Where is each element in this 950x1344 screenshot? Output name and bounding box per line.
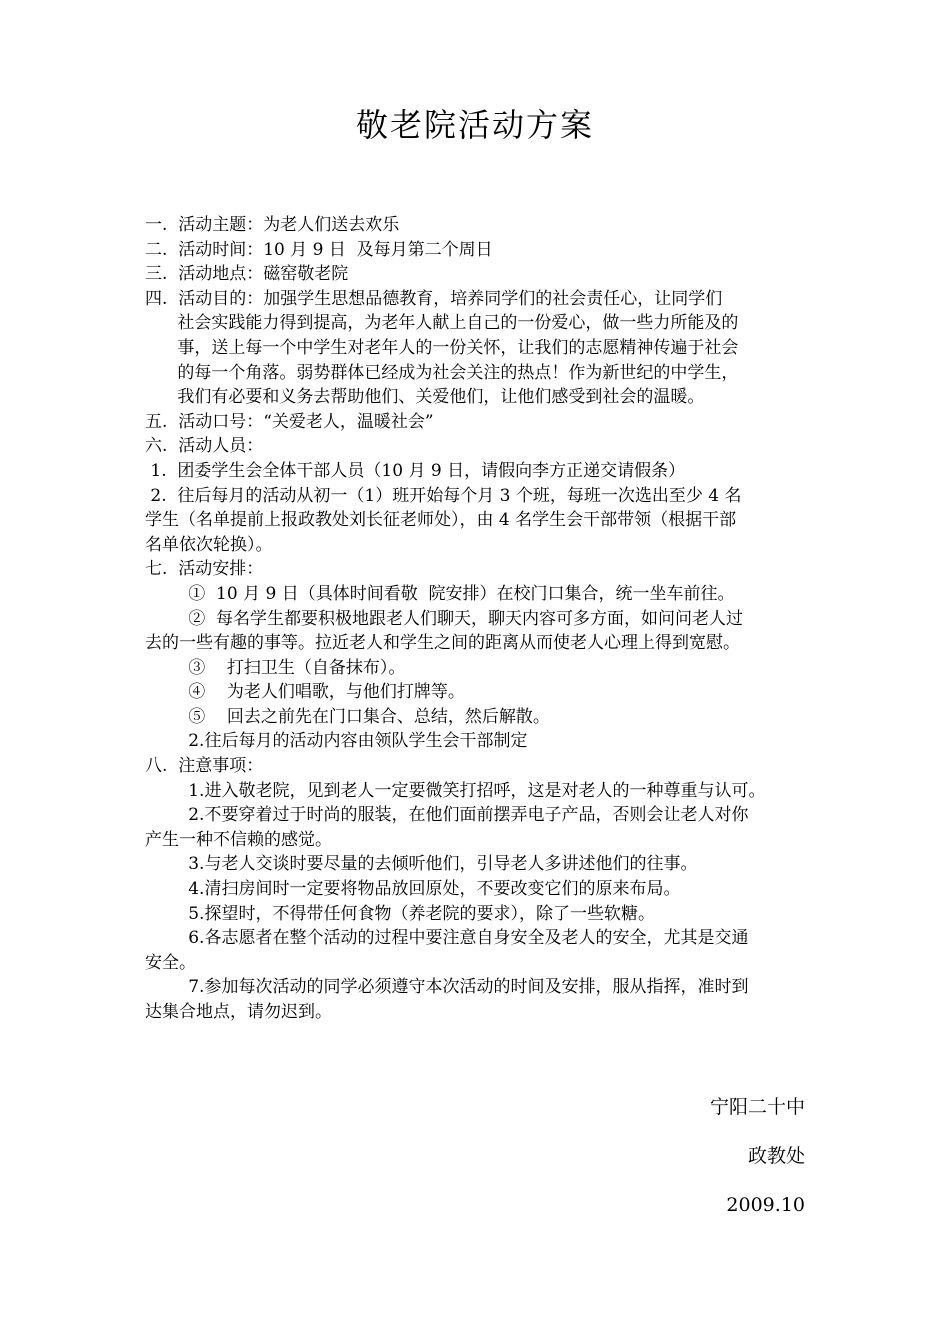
text-line: 四. 活动目的：加强学生思想品德教育，培养同学们的社会责任心，让同学们	[145, 288, 723, 309]
text-line: 产生一种不信赖的感觉。	[145, 829, 332, 850]
text-line: 去的一些有趣的事等。拉近老人和学生之间的距离从而使老人心理上得到宽慰。	[145, 633, 740, 654]
text-line: ④ 为老人们唱歌，与他们打牌等。	[145, 682, 465, 703]
text-line: 的每一个角落。弱势群体已经成为社会关注的热点！作为新世纪的中学生，	[145, 362, 739, 383]
text-line: 我们有必要和义务去帮助他们、关爱他们，让他们感受到社会的温暖。	[145, 387, 705, 408]
text-line: ① 10 月 9 日（具体时间看敬 院安排）在校门口集合，统一坐车前往。	[145, 583, 735, 604]
signature-school: 宁阳二十中	[709, 1096, 805, 1118]
text-line: 一. 活动主题：为老人们送去欢乐	[145, 215, 400, 235]
text-line: 4.清扫房间时一定要将物品放回原处，不要改变它们的原来布局。	[145, 879, 681, 900]
text-line: 3.与老人交谈时要尽量的去倾听他们，引导老人多讲述他们的往事。	[145, 854, 698, 875]
text-line: ⑤ 回去之前先在门口集合、总结，然后解散。	[145, 706, 550, 727]
text-line: 7.参加每次活动的同学必须遵守本次活动的时间及安排，服从指挥，准时到	[145, 977, 749, 998]
text-line: 2.不要穿着过于时尚的服装，在他们面前摆弄电子产品，否则会让老人对你	[145, 805, 749, 826]
signature-date: 2009.10	[726, 1194, 805, 1216]
text-line: 八. 注意事项：	[145, 756, 264, 777]
text-line: 2.往后每月的活动内容由领队学生会干部制定	[145, 731, 528, 752]
text-line: 1. 团委学生会全体干部人员（10 月 9 日，请假向李方正递交请假条）	[145, 460, 686, 481]
text-line: ③ 打扫卫生（自备抹布）。	[145, 657, 406, 678]
text-line: 安全。	[145, 952, 196, 973]
text-line: ② 每名学生都要积极地跟老人们聊天，聊天内容可多方面，如问问老人过	[145, 608, 744, 629]
text-line: 五. 活动口号：“关爱老人，温暖社会”	[145, 411, 434, 432]
document-body	[145, 213, 813, 1025]
text-line: 5.探望时，不得带任何食物（养老院的要求），除了一些软糖。	[145, 903, 655, 924]
text-line: 名单依次轮换）。	[145, 534, 273, 555]
signature-department: 政教处	[747, 1145, 805, 1167]
text-line: 6.各志愿者在整个活动的过程中要注意自身安全及老人的安全，尤其是交通	[145, 928, 749, 949]
text-line: 六. 活动人员：	[145, 436, 264, 457]
text-line: 达集合地点，请勿迟到。	[145, 1002, 332, 1022]
text-line: 社会实践能力得到提高，为老年人献上自己的一份爱心，做一些力所能及的	[145, 313, 739, 334]
text-line: 三. 活动地点：磁窑敬老院	[145, 264, 349, 285]
text-line: 二. 活动时间：10 月 9 日 及每月第二个周日	[145, 239, 493, 260]
text-line: 2. 往后每月的活动从初一（1）班开始每个月 3 个班，每班一次选出至少 4 名	[145, 485, 742, 506]
text-line: 学生（名单提前上报政教处刘长征老师处），由 4 名学生会干部带领（根据干部	[145, 510, 737, 531]
text-line: 事，送上每一个中学生对老年人的一份关怀，让我们的志愿精神传遍于社会	[145, 337, 739, 358]
page-title: 敬老院活动方案	[355, 106, 594, 144]
text-line: 1.进入敬老院，见到老人一定要微笑打招呼，这是对老人的一种尊重与认可。	[145, 780, 766, 801]
text-line: 七. 活动安排：	[145, 559, 264, 580]
